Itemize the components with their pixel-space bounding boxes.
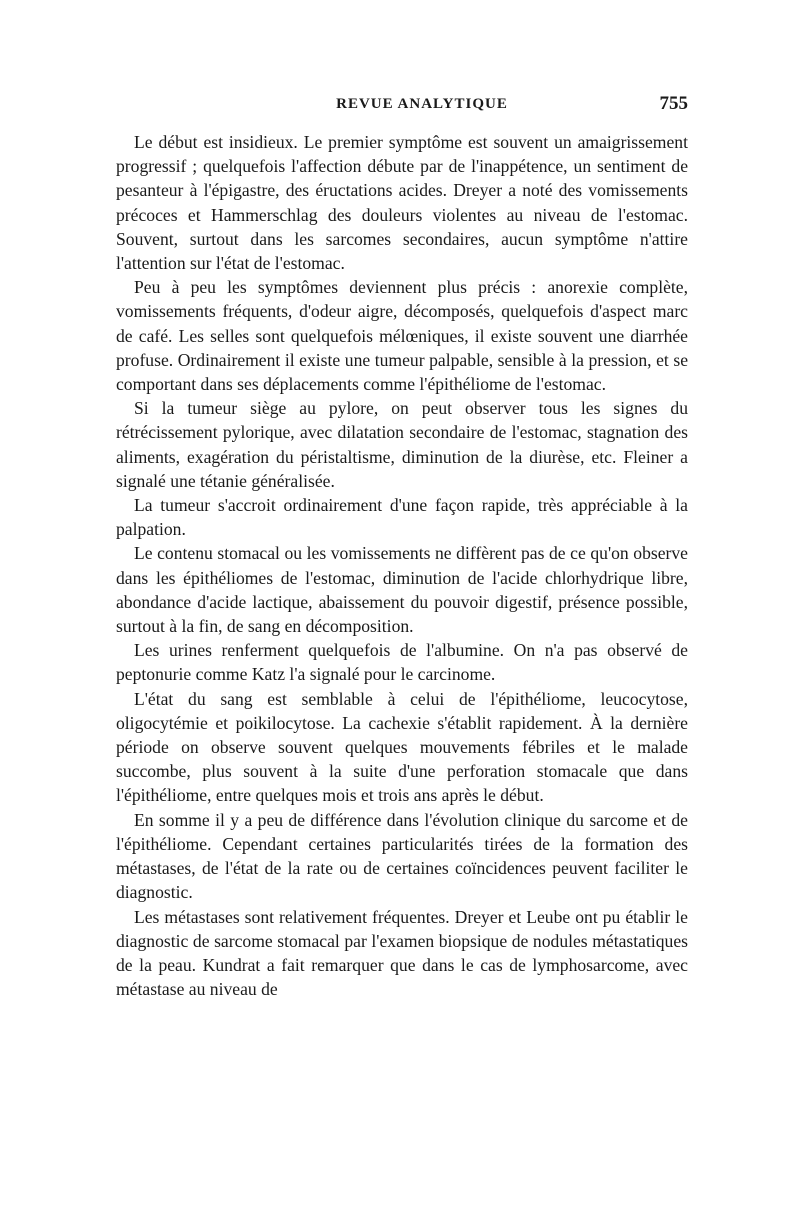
body-text [116, 130, 688, 1001]
paragraph: Si la tumeur siège au pylore, on peut observer tous les signes du rétrécissement pylorique, avec dilatation secondaire de l'estomac, stagnation des aliments, exagération du péristaltisme, diminution de la diurèse, etc. Fleiner a signalé une tétanie généralisée. [116, 398, 688, 491]
paragraph: Les urines renferment quelquefois de l'albumine. On n'a pas observé de peptonurie comme Katz l'a signalé pour le carcinome. [116, 640, 688, 685]
paragraph: Le contenu stomacal ou les vomissements ne diffèrent pas de ce qu'on observe dans les épithéliomes de l'estomac, diminution de l'acide chlorhydrique libre, abondance d'acide lactique, abaissement du pouvoir digestif, présence possible, surtout à la fin, de sang en décomposition. [116, 543, 688, 637]
paragraph: Les métastases sont relativement fréquentes. Dreyer et Leube ont pu établir le diagnostic de sarcome stomacal par l'examen biopsique de nodules métastatiques de la peau. Kundrat a fait remarquer que dans le cas de lymphosarcome, avec métastase au niveau de [116, 906, 688, 1000]
page-number: 755 [659, 93, 688, 114]
paragraph: La tumeur s'accroit ordinairement d'une façon rapide, très appréciable à la palpation. [116, 495, 688, 540]
page-header [116, 93, 688, 122]
paragraph: En somme il y a peu de différence dans l'évolution clinique du sarcome et de l'épithéliome. Cependant certaines particularités tirées de la formation des métastases, de l'état de la rate ou de certaines coïncidences peuvent faciliter le diagnostic. [116, 809, 688, 903]
paragraph: L'état du sang est semblable à celui de l'épithéliome, leucocytose, oligocytémie et poikilocytose. La cachexie s'établit rapidement. À la dernière période on observe souvent quelques mouvements fébriles et le malade succombe, plus souvent à la suite d'une perforation stomacale que dans l'épithéliome, entre quelques mois et trois ans après le début. [116, 688, 688, 806]
paragraph: Peu à peu les symptômes deviennent plus précis : anorexie complète, vomissements fréquents, d'odeur aigre, décomposés, quelquefois d'aspect marc de café. Les selles sont quelquefois mélœniques, il existe souvent une diarrhée profuse. Ordinairement il existe une tumeur palpable, sensible à la pression, et se comportant dans ses déplacements comme l'épithéliome de l'estomac. [116, 277, 688, 395]
running-title: REVUE ANALYTIQUE [336, 96, 508, 112]
paragraph: Le début est insidieux. Le premier symptôme est souvent un amaigrissement progressif ; quelquefois l'affection débute par de l'inappétence, un sentiment de pesanteur à l'épigastre, des éructations acides. Dreyer a noté des vomissements précoces et Hammerschlag des douleurs violentes au niveau de l'estomac. Souvent, surtout dans les sarcomes secondaires, aucun symptôme n'attire l'attention sur l'état de l'estomac. [116, 132, 688, 274]
